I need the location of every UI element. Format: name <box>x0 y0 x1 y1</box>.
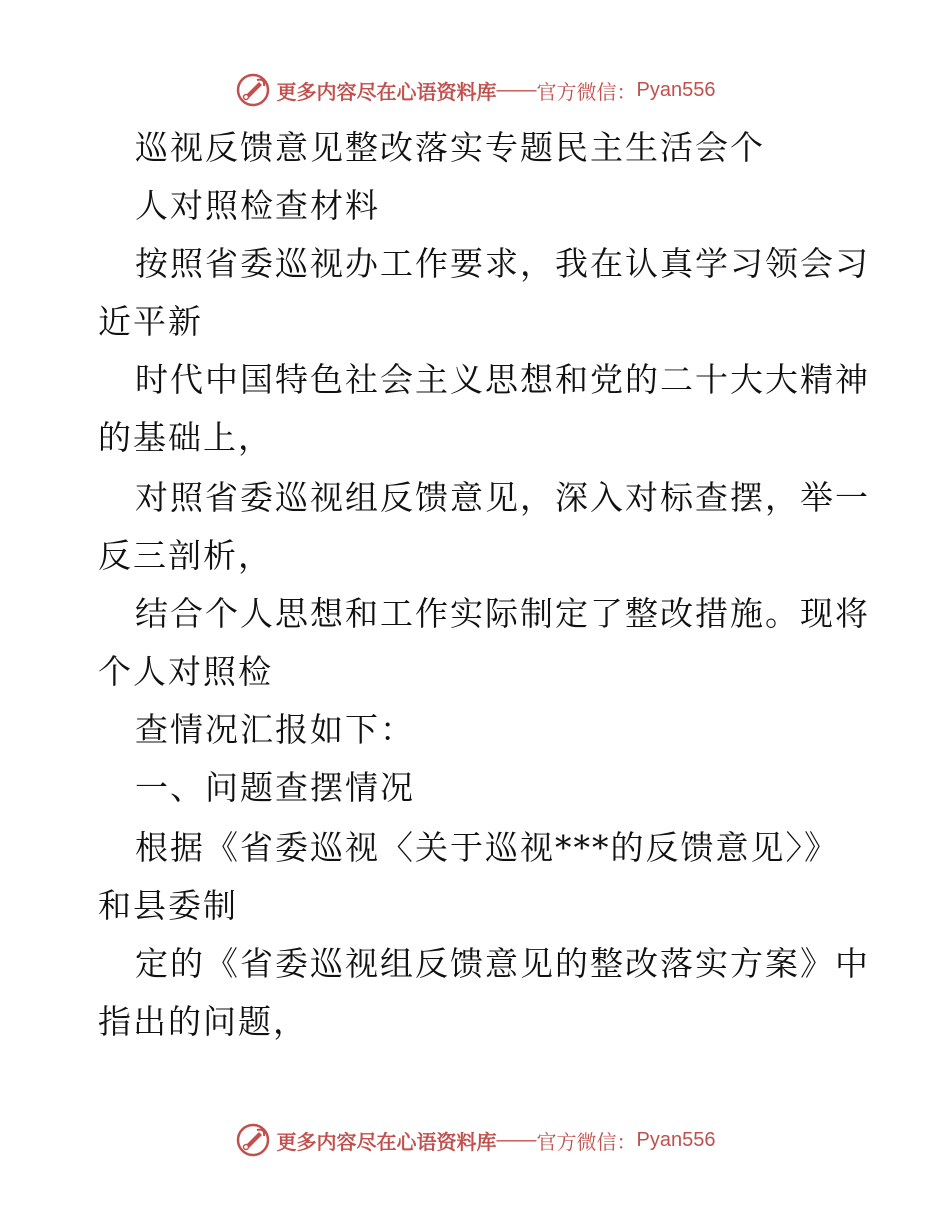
paragraph-line: 结合个人思想和工作实际制定了整改措施。现将 <box>135 594 870 633</box>
watermark-dash: —— <box>496 78 537 101</box>
pen-nib-logo-icon <box>235 72 271 108</box>
watermark-wechat-id: Pyan556 <box>636 78 716 101</box>
paragraph-line: 根据《省委巡视〈关于巡视***的反馈意见〉》 <box>135 828 839 867</box>
header-watermark <box>0 70 950 110</box>
paragraph-line: 和县委制 <box>98 886 238 925</box>
section-heading: 一、问题查摆情况 <box>135 768 415 807</box>
doc-title-line-2: 人对照检查材料 <box>135 186 380 225</box>
paragraph-line: 定的《省委巡视组反馈意见的整改落实方案》中 <box>135 944 870 983</box>
watermark-wechat-label: 官方微信： <box>536 79 637 104</box>
footer-watermark <box>0 1120 950 1160</box>
watermark-text: 更多内容尽在心语资料库 <box>276 1129 497 1154</box>
doc-title-line-1: 巡视反馈意见整改落实专题民主生活会个 <box>135 128 765 167</box>
paragraph-line: 指出的问题， <box>98 1002 308 1041</box>
paragraph-line: 个人对照检 <box>98 652 273 691</box>
watermark-text: 更多内容尽在心语资料库 <box>276 79 497 104</box>
watermark-wechat-label: 官方微信： <box>536 1129 637 1154</box>
pen-nib-logo-icon <box>235 1122 271 1158</box>
paragraph-line: 反三剖析， <box>98 536 273 575</box>
watermark-wechat-id: Pyan556 <box>636 1128 716 1151</box>
watermark-dash: —— <box>496 1128 537 1151</box>
paragraph-line: 查情况汇报如下： <box>135 710 415 749</box>
paragraph-line: 时代中国特色社会主义思想和党的二十大大精神 <box>135 360 870 399</box>
paragraph-line: 近平新 <box>98 302 203 341</box>
paragraph-line: 的基础上， <box>98 418 273 457</box>
paragraph-line: 按照省委巡视办工作要求，我在认真学习领会习 <box>135 244 870 283</box>
paragraph-line: 对照省委巡视组反馈意见，深入对标查摆，举一 <box>135 478 870 517</box>
